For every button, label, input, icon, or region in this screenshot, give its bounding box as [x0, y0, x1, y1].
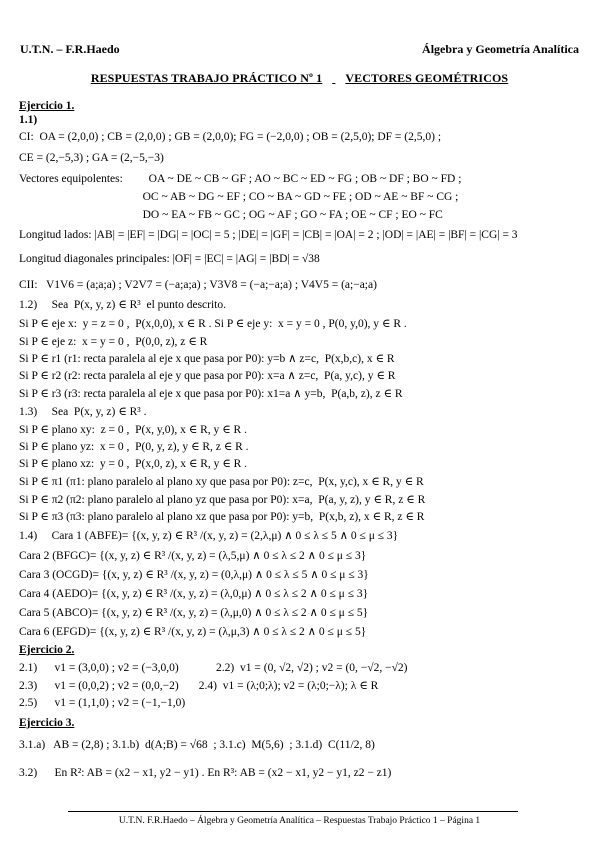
- answer-line: Cara 2 (BFGC)= {(x, y, z) ∈ R³ /(x, y, z) = (λ,5,μ) ∧ 0 ≤ λ ≤ 2 ∧ 0 ≤ μ ≤ 3}: [19, 550, 367, 562]
- answer-line: Si P ∈ r1 (r1: recta paralela al eje x que pasa por P0): y=b ∧ z=c, P(x,b,c), x ∈ R: [19, 353, 395, 365]
- answer-line: 2.5) v1 = (1,1,0) ; v2 = (−1,−1,0): [19, 697, 186, 709]
- answer-line: DO ~ EA ~ FB ~ GC ; OG ~ AF ; GO ~ FA ; OE ~ CF ; EO ~ FC: [19, 209, 443, 221]
- answer-line: Vectores equipolentes: OA ~ DE ~ CB ~ GF ; AO ~ BC ~ ED ~ FG ; OB ~ DF ; BO ~ FD ;: [19, 173, 462, 185]
- answer-line: 1.3) Sea P(x, y, z) ∈ R³ .: [19, 406, 147, 418]
- answer-line: 2.1) v1 = (3,0,0) ; v2 = (−3,0,0) 2.2) v1 = (0, √2, √2) ; v2 = (0, −√2, −√2): [19, 662, 408, 674]
- answer-line: OC ~ AB ~ DG ~ EF ; CO ~ BA ~ GD ~ FE ; OD ~ AE ~ BF ~ CG ;: [19, 191, 459, 203]
- answer-line: 1.1): [19, 114, 38, 126]
- answer-line: Ejercicio 2.: [19, 644, 75, 656]
- answer-line: Si P ∈ r3 (r3: recta paralela al eje x que pasa por P0): x1=a ∧ y=b, P(a,b, z), z ∈ R: [19, 388, 403, 400]
- answer-line: Si P ∈ r2 (r2: recta paralela al eje y que pasa por P0): x=a ∧ z=c, P(a, y,c), y ∈ R: [19, 370, 396, 382]
- answer-line: 1.2) Sea P(x, y, z) ∈ R³ el punto descrito.: [19, 299, 226, 311]
- answer-line: Si P ∈ π3 (π3: plano paralelo al plano xz que pasa por P0): y=b, P(x,b, z), x ∈ R, z ∈ R: [19, 511, 425, 523]
- answer-line: Cara 3 (OCGD)= {(x, y, z) ∈ R³ /(x, y, z) = (0,λ,μ) ∧ 0 ≤ λ ≤ 5 ∧ 0 ≤ μ ≤ 3}: [19, 569, 369, 581]
- answer-line: CII: V1V6 = (a;a;a) ; V2V7 = (−a;a;a) ; V3V8 = (−a;−a;a) ; V4V5 = (a;−a;a): [19, 279, 377, 291]
- header-institution: U.T.N. – F.R.Haedo: [20, 42, 120, 56]
- answer-line: Si P ∈ plano yz: x = 0 , P(0, y, z), y ∈ R, z ∈ R .: [19, 441, 249, 453]
- answer-line: CE = (2,−5,3) ; GA = (2,−5,−3): [19, 152, 164, 164]
- answer-line: Si P ∈ plano xz: y = 0 , P(x,0, z), x ∈ R, y ∈ R .: [19, 458, 248, 470]
- answer-line: Ejercicio 3.: [19, 717, 75, 729]
- answer-line: Cara 5 (ABCO)= {(x, y, z) ∈ R³ /(x, y, z) = (λ,μ,0) ∧ 0 ≤ λ ≤ 2 ∧ 0 ≤ μ ≤ 5}: [19, 607, 369, 619]
- answer-line: 1.4) Cara 1 (ABFE)= {(x, y, z) ∈ R³ /(x, y, z) = (2,λ,μ) ∧ 0 ≤ λ ≤ 5 ∧ 0 ≤ μ ≤ 3}: [19, 530, 399, 542]
- header-course: Álgebra y Geometría Analítica: [422, 42, 579, 56]
- answer-line: Si P ∈ eje z: x = y = 0 , P(0,0, z), z ∈ R: [19, 336, 208, 348]
- answer-line: 2.3) v1 = (0,0,2) ; v2 = (0,0,−2) 2.4) v1 = (λ;0;λ); v2 = (λ;0;−λ); λ ∈ R: [19, 680, 379, 692]
- answer-line: Longitud diagonales principales: |OF| = |EC| = |AG| = |BD| = √38: [19, 253, 320, 265]
- answer-line: Si P ∈ π2 (π2: plano paralelo al plano yz que pasa por P0): x=a, P(a, y, z), y ∈ R, z ∈ R: [19, 494, 426, 506]
- document-title: [0, 71, 599, 86]
- answer-line: Cara 6 (EFGD)= {(x, y, z) ∈ R³ /(x, y, z) = (λ,μ,3) ∧ 0 ≤ λ ≤ 2 ∧ 0 ≤ μ ≤ 5}: [19, 626, 367, 638]
- answer-line: CI: OA = (2,0,0) ; CB = (2,0,0) ; GB = (2,0,0); FG = (−2,0,0) ; OB = (2,5,0); DF = (2,5,0) ;: [19, 131, 442, 143]
- answer-line: Si P ∈ π1 (π1: plano paralelo al plano xy que pasa por P0): z=c, P(x, y,c), x ∈ R, y ∈ R: [19, 476, 424, 488]
- footer-divider: [68, 811, 518, 812]
- answer-line: Ejercicio 1.: [19, 100, 75, 112]
- answer-line: Si P ∈ plano xy: z = 0 , P(x, y,0), x ∈ R, y ∈ R .: [19, 424, 247, 436]
- answer-line: 3.1.a) AB = (2,8) ; 3.1.b) d(A;B) = √68 ; 3.1.c) M(5,6) ; 3.1.d) C(11/2, 8): [19, 739, 375, 751]
- answer-line: Longitud lados: |AB| = |EF| = |DG| = |OC| = 5 ; |DE| = |GF| = |CB| = |OA| = 2 ; |OD| = |AE| = |BF| = |CG| = 3: [19, 229, 518, 241]
- answer-line: 3.2) En R²: AB = (x2 − x1, y2 − y1) . En R³: AB = (x2 − x1, y2 − y1, z2 − z1): [19, 767, 392, 779]
- answer-line: Cara 4 (AEDO)= {(x, y, z) ∈ R³ /(x, y, z) = (λ,0,μ) ∧ 0 ≤ λ ≤ 2 ∧ 0 ≤ μ ≤ 3}: [19, 588, 369, 600]
- page-footer: U.T.N. F.R.Haedo – Álgebra y Geometría Analítica – Respuestas Trabajo Práctico 1 – Página 1: [118, 816, 481, 826]
- title-part-1: RESPUESTAS TRABAJO PRÁCTICO Nº 1: [90, 71, 323, 85]
- title-part-2: VECTORES GEOMÉTRICOS: [345, 71, 509, 85]
- answer-line: Si P ∈ eje x: y = z = 0 , P(x,0,0), x ∈ R . Si P ∈ eje y: x = y = 0 , P(0, y,0), y ∈ R .: [19, 318, 407, 330]
